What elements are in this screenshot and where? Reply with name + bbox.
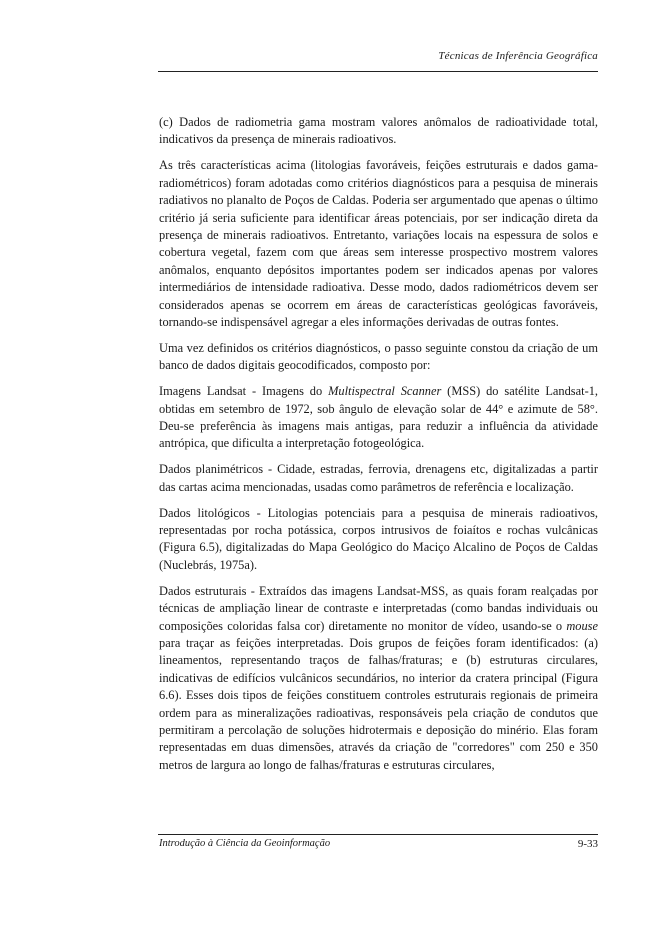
paragraph-emphasis: mouse [566,618,598,633]
paragraph-lithologic-data: Dados litológicos - Litologias potenciais para a pesquisa de minerais radioativos, representadas por rocha potássica, corpos intrusivos de foiaítos e rochas vulcânicas (Figura 6.5), digitalizadas do Mapa Geológico do Maciço Alcalino de Poços de Caldas (Nuclebrás, 1975a). [159,505,598,572]
footer-rule [158,834,598,835]
paragraph-text-part: (MSS) do satélite Landsat-1, obtidas em setembro de 1972, sob ângulo de elevação solar de 44° e azimute de 58°. Deu-se preferência às imagens mais antigas, para reduzir a influência da atividade antrópica, que dificulta a interpretação fotogeológica. [159,384,598,451]
running-header-title: Técnicas de Inferência Geográfica [438,50,598,62]
paragraph-text-part: para traçar as feições interpretadas. Dois grupos de feições foram identificados: (a) lineamentos, representando traços de falhas/fraturas; e (b) estruturas circulares, indicativas de edifícios vulcânicos secundários, no interior da cratera principal (Figura 6.6). Esses dois tipos de feições constituem controles estruturais regionais de primeira ordem para as mineralizações radioativas, responsáveis pela criação de condutos que permitiram a percolação de soluções hidrotermais e deposição do minério. Elas foram representadas em duas dimensões, através da criação de "corredores" com 250 e 350 metros de largura ao longo de falhas/fraturas e estruturas circulares, [159,635,598,772]
paragraph-database-intro: Uma vez definidos os critérios diagnósticos, o passo seguinte constou da criação de um banco de dados digitais geocodificados, composto por: [159,340,598,373]
paragraph-diagnostic-criteria: As três características acima (litologias favoráveis, feições estruturais e dados gama-radiométricos) foram adotadas como critérios diagnósticos para a pesquisa de minerais radiativos no planalto de Poços de Caldas. Poderia ser argumentado que apenas o último critério já seria suficiente para identificar áreas potenciais, por ser indicação direta da presença de minerais radioativos. Entretanto, variações locais na espessura de solos e cobertura vegetal, fazem com que áreas sem interesse prospectivo mostrem valores anômalos, enquanto depósitos importantes podem ser indicados apenas por valores intermediários de intensidade radioativa. Desse modo, dados radiométricos devem ser considerados apenas se ocorrem em áreas de características geológicas favoráveis, tornando-se indispensável agregar a eles informações derivadas de outras fontes. [159,158,598,329]
paragraph-structural-data [159,583,598,774]
paragraph-text-part: Imagens Landsat - Imagens do [159,384,329,399]
paragraph-text-part: Dados estruturais - Extraídos das imagens Landsat-MSS, as quais foram realçadas por técnicas de ampliação linear de contraste e interpretadas (como bandas individuais ou composições coloridas falsa cor) diretamente no monitor de vídeo, usando-se o [159,583,598,633]
page-number: 9-33 [577,838,598,850]
paragraph-radiometry-criterion: (c) Dados de radiometria gama mostram valores anômalos de radioatividade total, indicativos da presença de minerais radioativos. [159,115,598,147]
header-rule [158,71,598,72]
paragraph-emphasis: Multispectral Scanner [328,384,442,399]
paragraph-landsat-images [159,383,598,453]
paragraph-planimetric-data: Dados planimétricos - Cidade, estradas, ferrovia, drenagens etc, digitalizadas a partir das cartas acima mencionadas, usadas como parâmetros de referência e localização. [159,462,598,494]
body-text [159,114,598,783]
footer-book-title: Introdução à Ciência da Geoinformação [159,838,331,849]
